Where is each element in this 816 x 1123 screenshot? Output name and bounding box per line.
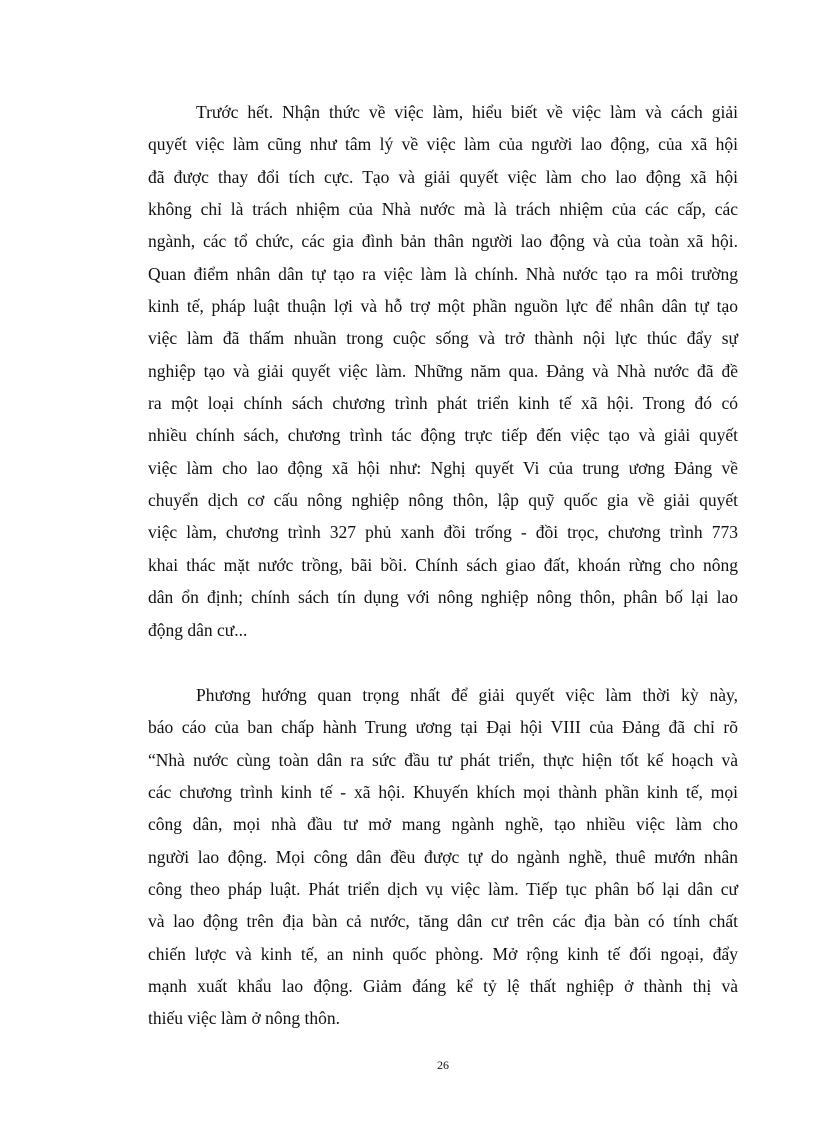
paragraph-1	[148, 96, 738, 646]
text-line: Trước hết. Nhận thức về việc làm, hiểu biết về việc làm và cách giải	[196, 102, 738, 122]
text-line: nghiệp tạo và giải quyết việc làm. Những năm qua. Đảng và Nhà nước đã đề	[148, 360, 738, 381]
text-line: Phương hướng quan trọng nhất để giải quyết việc làm thời kỳ này,	[196, 685, 738, 705]
text-line: chuyển dịch cơ cấu nông nghiệp nông thôn, lập quỹ quốc gia về giải quyết	[148, 490, 738, 511]
text-line: công theo pháp luật. Phát triển dịch vụ việc làm. Tiếp tục phân bố lại dân cư	[148, 879, 738, 900]
text-line: khai thác mặt nước trồng, bãi bồi. Chính sách giao đất, khoán rừng cho nông	[148, 554, 738, 575]
text-line: việc làm cho lao động xã hội như: Nghị quyết Vi của trung ương Đảng về	[148, 457, 738, 478]
text-line: việc làm, chương trình 327 phủ xanh đồi trống - đồi trọc, chương trình 773	[148, 522, 738, 543]
text-line: thiếu việc làm ở nông thôn.	[148, 1008, 340, 1029]
text-line: quyết việc làm cũng như tâm lý về việc làm của người lao động, của xã hội	[148, 134, 738, 155]
text-line: Quan điểm nhân dân tự tạo ra việc làm là chính. Nhà nước tạo ra môi trường	[148, 263, 738, 284]
text-line: nhiều chính sách, chương trình tác động trực tiếp đến việc tạo và giải quyết	[148, 425, 738, 446]
text-line: mạnh xuất khẩu lao động. Giảm đáng kể tỷ lệ thất nghiệp ở thành thị và	[148, 976, 738, 997]
text-line: kinh tế, pháp luật thuận lợi và hỗ trợ một phần nguồn lực để nhân dân tự tạo	[148, 296, 738, 317]
text-line: các chương trình kinh tế - xã hội. Khuyến khích mọi thành phần kinh tế, mọi	[148, 782, 738, 803]
text-line: công dân, mọi nhà đầu tư mở mang ngành nghề, tạo nhiều việc làm cho	[148, 814, 738, 835]
paragraph-2	[148, 679, 738, 1035]
text-line: “Nhà nước cùng toàn dân ra sức đầu tư phát triển, thực hiện tốt kế hoạch và	[148, 749, 738, 770]
text-line: ngành, các tổ chức, các gia đình bản thân người lao động và của toàn xã hội.	[148, 231, 738, 252]
text-line: ra một loại chính sách chương trình phát triển kinh tế xã hội. Trong đó có	[148, 393, 738, 414]
text-line: đã được thay đổi tích cực. Tạo và giải quyết việc làm cho lao động xã hội	[148, 166, 738, 187]
text-line: động dân cư...	[148, 619, 248, 640]
page-number: 26	[437, 1058, 449, 1072]
text-line: dân ổn định; chính sách tín dụng với nông nghiệp nông thôn, phân bố lại lao	[148, 587, 738, 608]
text-line: việc làm đã thấm nhuần trong cuộc sống và trở thành nội lực thúc đẩy sự	[148, 328, 738, 349]
text-line: chiến lược và kinh tế, an ninh quốc phòng. Mở rộng kinh tế đối ngoại, đẩy	[148, 943, 738, 964]
text-line: không chỉ là trách nhiệm của Nhà nước mà là trách nhiệm của các cấp, các	[148, 199, 738, 220]
text-line: và lao động trên địa bàn cả nước, tăng dân cư trên các địa bàn có tính chất	[148, 911, 738, 932]
text-line: báo cáo của ban chấp hành Trung ương tại Đại hội VIII của Đảng đã chỉ rõ	[148, 717, 738, 738]
text-line: người lao động. Mọi công dân đều được tự do ngành nghề, thuê mướn nhân	[148, 846, 738, 867]
